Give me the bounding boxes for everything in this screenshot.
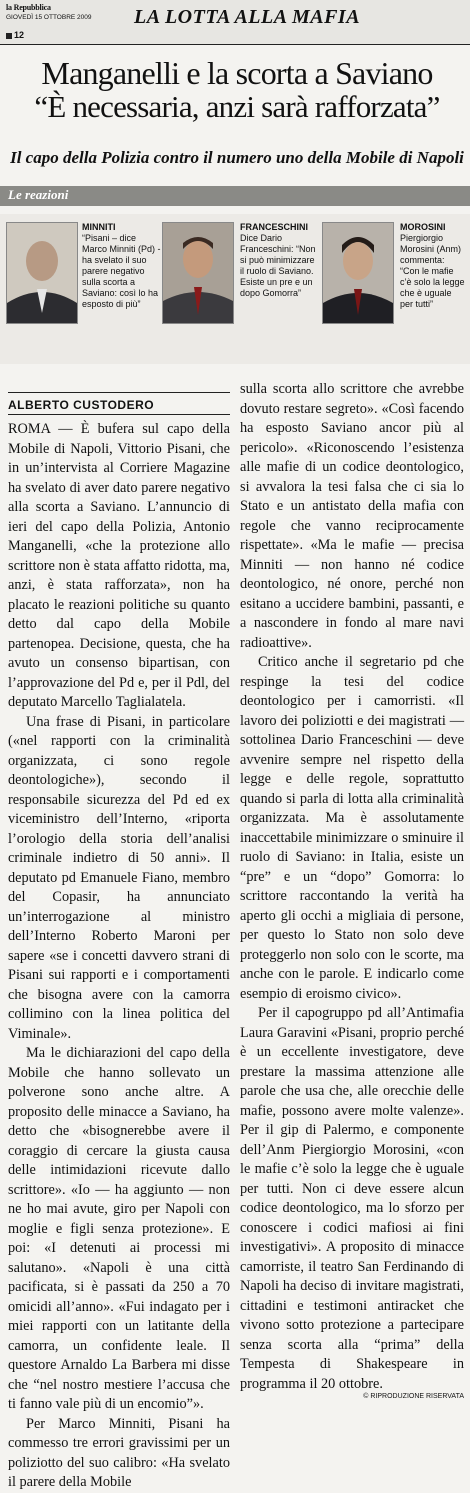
paragraph: ROMA — È bufera sul capo della Mobile di Napoli, Vittorio Pisani, che in un’intervista al Corriere Magazine ha svelato di aver dato parere negativo alla scorta a Saviano. L’annuncio di ieri del capo della Polizia, Antonio Manganelli, «che la protezione allo scrittore non è stata affatto ridotta, ma, anzi, è stata rafforzata», non ha placato le reazioni politiche su quanto detto dal capo della Mobile partenopea. Decisione, questa, che ha avuto un consenso bipartisan, con l’approvazione del Pd e, per il Pdl, del deputato Marcello Taglialatela. — [8, 421, 230, 710]
headline-line-1: Manganelli e la scorta a Saviano — [41, 55, 433, 91]
headline-line-2: “È necessaria, anzi sarà rafforzata” — [34, 89, 440, 124]
reaction-name: MOROSINI — [400, 222, 446, 232]
paragraph: sulla scorta allo scrittore che avrebbe dovuto restare segreto». «Così facendo ha esposto Saviano ancor più al pericolo». «Riconoscendo l’esistenza alle mafie di un codice deontologico, si avvalora la tesi falsa che ci sia lo Stato e un antistato della mafia con regole che vanno reciprocamente rispettate». «Ma le mafie — precisa Minniti — non hanno né codice deontologico, né onore, perché non esitano a uccidere bambini, passanti, e a nascondere in fondo al mare navi radioattive». — [240, 381, 464, 651]
subheadline: Il capo della Polizia contro il numero uno della Mobile di Napoli — [10, 148, 464, 167]
paragraph: Una frase di Pisani, in particolare («nel rapporti con la criminalità organizzata, ci sono regole deontologiche»), secondo il responsabile sicurezza del Pd ed ex viceministro dell’Interno, «riporta l’orologio della storia dell’analisi criminale indietro di 50 anni». Il deputato pd Emanuele Fiano, membro del Copasir, ha annunciato un’interrogazione al ministro dell’Interno Roberto Maroni per sapere «se i concetti davvero strani di Pisani sui rapporti e i comportamenti che bisogna avere con la camorra collimino con la linea politica del Viminale». — [8, 713, 230, 1042]
copyright-note: © RIPRODUZIONE RISERVATA — [363, 1393, 464, 1400]
reaction-text: “Pisani – dice Marco Minniti (Pd) - ha svelato il suo parere negativo sulla scorta a Saviano: così lo ha esposto di più” — [82, 233, 161, 309]
byline-rule — [8, 392, 230, 393]
masthead-rule — [0, 44, 470, 45]
article-column-1 — [8, 420, 230, 1493]
portrait-icon — [323, 223, 393, 323]
portrait-icon — [7, 223, 77, 323]
portrait-icon — [163, 223, 233, 323]
paragraph: Per il capogruppo pd all’Antimafia Laura Garavini «Pisani, proprio perché è un eccellente investigatore, deve prestare la massima attenzione alle parole che usa che, alle orecchie delle mafie, possono avere molte valenze». Per il gip di Palermo, e componente dell’Anm Piergiorgio Morosini, «con le mafie c’è solo la legge che è uguale per tutti. Non ci deve essere alcun codice deontologico, ma lo sforzo per conoscere i codici mafiosi ai fini investigativi». A proposito di minacce camorriste, il teatro San Ferdinando di Napoli ha deciso di invitare magistrati, cittadini e testimoni antiracket che vivono sotto protezione a partecipare senza scorta alla “prima” della Tempesta di Shakespeare in programma il 20 ottobre. — [240, 1005, 464, 1392]
reaction-text: Piergiorgio Morosini (Anm) commenta: “Con le mafie c’è solo la legge che è uguale per tutti” — [400, 233, 465, 309]
franceschini-photo — [162, 222, 234, 324]
byline-rule — [8, 414, 230, 415]
article-column-2 — [240, 380, 464, 1394]
reactions-bar — [0, 186, 470, 206]
reaction-name: MINNITI — [82, 222, 116, 232]
page-square-icon — [6, 33, 12, 39]
page-number — [6, 30, 24, 40]
reactions-label: Le reazioni — [8, 187, 69, 202]
headline — [6, 56, 468, 124]
minniti-photo — [6, 222, 78, 324]
reaction-name: FRANCESCHINI — [240, 222, 309, 232]
paragraph: Per Marco Minniti, Pisani ha commesso tre errori gravissimi per un poliziotto del suo calibro: «Ha svelato il parere della Mobile — [8, 1415, 230, 1490]
morosini-photo — [322, 222, 394, 324]
section-title: LA LOTTA ALLA MAFIA — [134, 6, 361, 28]
newspaper-brand: la Repubblica — [6, 3, 51, 12]
page-number-value: 12 — [14, 30, 25, 40]
issue-date: GIOVEDÌ 15 OTTOBRE 2009 — [6, 14, 92, 21]
byline: ALBERTO CUSTODERO — [8, 398, 155, 412]
paragraph: Ma le dichiarazioni del capo della Mobile che hanno sollevato un polverone sono anche altre. A proposito delle minacce a Saviano, ha detto che «bisognerebbe avere il coraggio di cercare la giusta causa delle intimidazioni ricevute dallo scrittore». «Io — ha aggiunto — non ne ho mai avute, giro per Napoli con moglie e figli senza protezione». E poi: «I detenuti ai processi mi salutano». «Napoli è una città pacificata, si è passati da 250 a 70 omicidi all’anno». «Fui indagato per i miei rapporti con un latitante della camorra, un confidente leale. Il questore Arnaldo La Barbera mi disse che “nel nostro mestiere l’accusa che ti fanno vale più di un encomio”». — [8, 1045, 230, 1412]
paragraph: Critico anche il segretario pd che respinge la tesi del codice deontologico per i camorristi. «Il lavoro dei poliziotti e dei magistrati — sottolinea Dario Franceschini — deve avvenire sempre nel rispetto della legge e delle regole, soprattutto quando si parla di lotta alla criminalità organizzata. Ma è assolutamente inaccettabile minimizzare o sminuire il ruolo di Saviano: in Italia, esiste un “pre” e un “dopo” Gomorra: lo scrittore raccontando la verità ha aperto gli occhi a migliaia di persone, per questo lo Stato non solo deve proteggerlo non solo con le scorte, ma anche con le parole. E indicarlo come esempio di eroismo civico». — [240, 654, 464, 1002]
reaction-text: Dice Dario Franceschini: “Non si può minimizzare il ruolo di Saviano. Esiste un pre e un dopo Gomorra” — [240, 233, 316, 298]
